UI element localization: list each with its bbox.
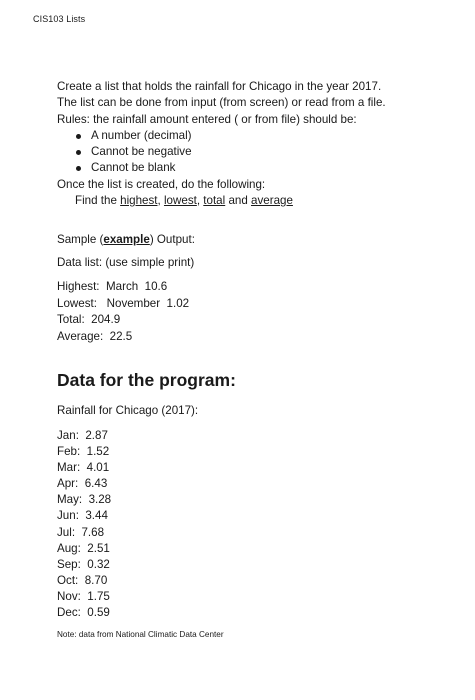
rule-item: Cannot be blank: [75, 160, 457, 176]
sample-total: Total: 204.9: [57, 313, 121, 326]
page-header: CIS103 Lists: [33, 14, 86, 24]
month-list: [57, 428, 198, 621]
instruction-line: Rules: the rainfall amount entered ( or from file) should be:: [57, 112, 357, 126]
sample-data-list: Data list: (use simple print): [57, 256, 195, 269]
task-line: [57, 193, 457, 209]
sample-title-suffix: ) Output:: [149, 233, 195, 246]
sample-output-section: [57, 233, 457, 345]
month-row: Jan: 2.87: [57, 429, 108, 442]
month-row: Feb: 1.52: [57, 445, 110, 459]
task-lowest: lowest: [163, 194, 197, 208]
task-separator: ,: [196, 194, 204, 208]
month-row: Aug: 2.51: [57, 541, 110, 555]
month-row: Sep: 0.32: [57, 557, 110, 571]
rainfall-subheading: Rainfall for Chicago (2017):: [57, 404, 199, 417]
sample-title: [57, 233, 457, 246]
rainfall-section: [57, 404, 198, 621]
month-row: Jun: 3.44: [57, 509, 108, 523]
sample-highest: Highest: March 10.6: [57, 280, 168, 293]
rule-item: Cannot be negative: [75, 144, 457, 160]
month-row: Jul: 7.68: [57, 525, 105, 539]
task-prefix: Find the: [75, 194, 121, 208]
month-row: Apr: 6.43: [57, 477, 108, 491]
program-data-heading: Data for the program:: [57, 370, 236, 390]
month-row: Oct: 8.70: [57, 573, 108, 587]
month-row: Mar: 4.01: [57, 461, 110, 475]
rule-item: A number (decimal): [75, 128, 457, 144]
task-total: total: [203, 194, 226, 208]
sample-title-prefix: Sample (: [57, 233, 104, 246]
month-row: Dec: 0.59: [57, 606, 110, 620]
sample-results: [57, 279, 457, 345]
assignment-instructions: [57, 79, 457, 209]
source-note: Note: data from National Climatic Data Center: [57, 630, 224, 639]
rules-list: [57, 128, 457, 177]
sample-average: Average: 22.5: [57, 329, 133, 343]
instruction-line: The list can be done from input (from screen) or read from a file.: [57, 96, 386, 110]
instruction-line: Create a list that holds the rainfall for Chicago in the year 2017.: [57, 80, 382, 93]
sample-title-bold: example: [103, 233, 150, 246]
task-average: average: [251, 194, 293, 208]
instruction-line: Once the list is created, do the following:: [57, 177, 266, 191]
month-row: May: 3.28: [57, 493, 112, 507]
task-separator: ,: [157, 194, 164, 208]
sample-lowest: Lowest: November 1.02: [57, 296, 190, 310]
task-highest: highest: [120, 194, 158, 208]
month-row: Nov: 1.75: [57, 589, 110, 603]
task-and: and: [225, 194, 252, 208]
